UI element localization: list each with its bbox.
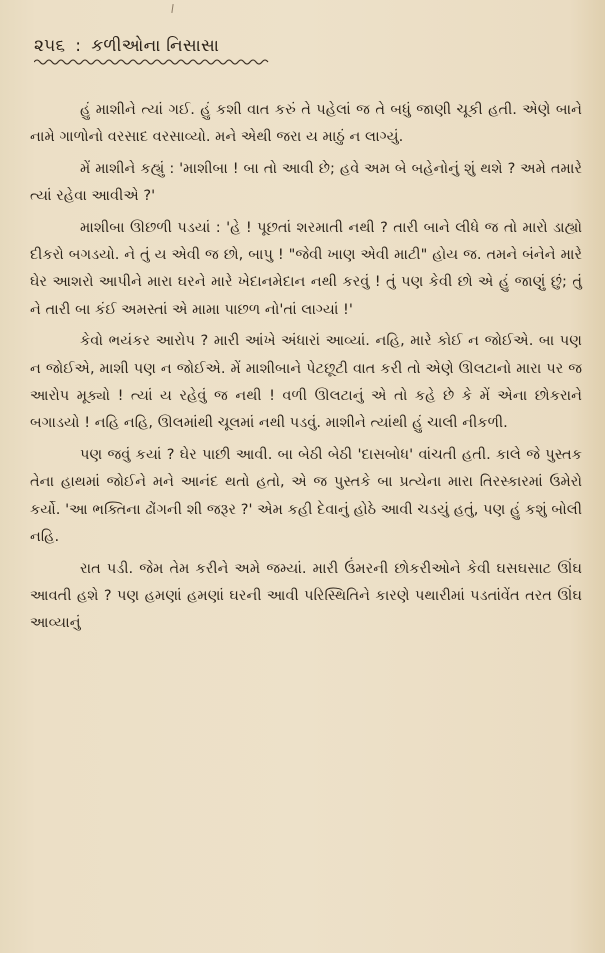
paragraph: રાત પડી. જેમ તેમ કરીને અમે જમ્યાં. મારી ઉંમરની છોકરીઓને કેવી ઘસઘસાટ ઊંઘ આવતી હશે ? પણ હમણાં હમણાં ઘરની આવી પરિસ્થિતિને કારણે પથારીમાં પડતાંવેંત તરત ઊંઘ આવ્યાનું	[30, 559, 582, 632]
body-text	[30, 96, 582, 641]
paragraph: મેં માશીને કહ્યું : 'માશીબા ! બા તો આવી છે; હવે અમ બે બહેનોનું શું થશે ? અમે તમારે ત્યાં રહેવા આવીએ ?'	[30, 159, 582, 205]
paragraph: હું માશીને ત્યાં ગઈ. હું કશી વાત કરું તે પહેલાં જ તે બધું જાણી ચૂકી હતી. એણે બાને નામે ગાળોનો વરસાદ વરસાવ્યો. મને એથી જરા ય માઠું ન લાગ્યું.	[30, 101, 582, 146]
page-number: ૨૫૬	[34, 36, 66, 56]
paragraph: કેવો ભયંકર આરોપ ? મારી આંખે અંધારાં આવ્યાં. નહિ, મારે કોઈ ન જોઈએ. બા પણ ન જોઈએ, માશી પણ ન જોઈએ. મેં માશીબાને પેટછૂટી વાત કરી તો એણે ઊલટાનો મારા પર જ આરોપ મૂક્યો ! ત્યાં ય રહેવું જ નથી ! વળી ઊલટાનું એ તો કહે છે કે મેં એના છોકરાને બગાડયો ! નહિ નહિ, ઊલમાંથી ચૂલમાં નથી પડવું. માશીને ત્યાંથી હું ચાલી નીકળી.	[30, 332, 582, 432]
page-header	[34, 36, 272, 66]
paragraph: માશીબા ઊછળી પડયાં : 'હે ! પૂછતાં શરમાતી નથી ? તારી બાને લીધે જ તો મારો ડાહ્યો દીકરો બગડયો. ને તું ય એવી જ છો, બાપુ ! "જેવી ખાણ એવી માટી" હોય જ. તમને બંનેને મારે ઘેર આશરો આપીને મારા ઘરને મારે ખેદાનમેદાન નથી કરવું ! તું પણ કેવી છો એ હું જાણું છું; તું ને તારી બા કંઈ અમસ્તાં એ મામા પાછળ નો'તાં લાગ્યાં !'	[30, 218, 582, 318]
paragraph: પણ જવું કયાં ? ઘેર પાછી આવી. બા બેઠી બેઠી 'દાસબોધ' વાંચતી હતી. કાલે જે પુસ્તક તેના હાથમાં જોઈને મને આનંદ થતો હતો, એ જ પુસ્તકે બા પ્રત્યેના મારા તિરસ્કારમાં ઉમેરો કર્યો. 'આ ભક્તિના ઢોંગની શી જરૂર ?' એમ કહી દેવાનું હોઠે આવી ચડયું હતું, પણ હું કશું બોલી નહિ.	[30, 445, 582, 546]
header-line	[34, 36, 272, 56]
header-separator: :	[75, 36, 82, 56]
print-mark	[171, 4, 173, 13]
wavy-underline	[34, 58, 272, 66]
chapter-title: કળીઓના નિસાસા	[91, 36, 220, 56]
